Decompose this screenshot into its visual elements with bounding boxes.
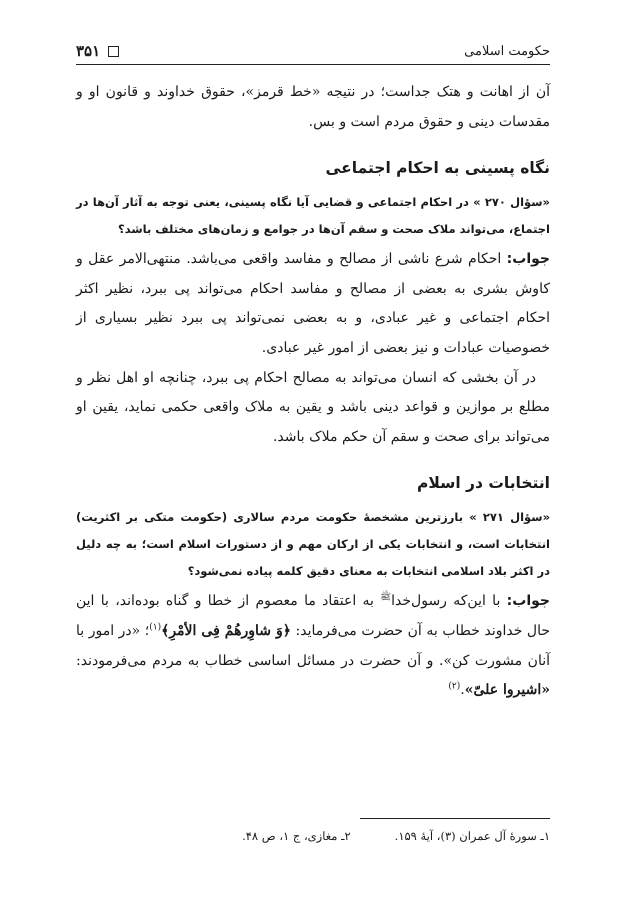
- page-number: ۳۵۱: [76, 42, 101, 60]
- page-body: [76, 78, 550, 706]
- answer-270-text: احکام شرع ناشی از مصالح و مفاسد واقعی می‌باشد. منتهی‌الامر عقل و کاوش بشری به بعضی از مصالح و مفاسد احکام می‌تواند پی ببرد، نظیر اکثر احکام اجتماعی و غیر عبادی، و به بعضی نمی‌تواند پی ببرد نظیر بسیاری از خصوصیات عبادات و نیز بعضی از امور غیر عبادی.: [76, 251, 550, 356]
- question-271: [76, 504, 550, 585]
- answer-270-paragraph-2: در آن بخشی که انسان می‌تواند به مصالح احکام پی ببرد، چنانچه او اهل نظر و مطلع بر موازین و قواعد دینی باشد و یقین به ملاک واقعی حکمی نماید، یقین او می‌تواند برای صحت و سقم آن حکم ملاک باشد.: [76, 369, 550, 445]
- quran-verse-2: «اشیروا علیّ»: [464, 682, 550, 699]
- answer-271-part-1: با این‌که رسول‌خدا: [391, 593, 507, 610]
- answer-271: [76, 587, 550, 705]
- footnote-ref-2[interactable]: (۲): [448, 681, 461, 692]
- answer-270-label: جواب:: [506, 251, 550, 268]
- page-number-group: [76, 42, 119, 60]
- question-271-label: «سؤال ۲۷۱ »: [469, 510, 551, 525]
- question-270: [76, 189, 550, 243]
- running-title: حکومت اسلامی: [464, 43, 550, 59]
- question-270-text: در احکام اجتماعی و قضایی آیا نگاه پسینی، یعنی توجه به آثار آن‌ها در اجتماع، می‌تواند ملاک صحت و سقم آن‌ها در جوامع و زمان‌های مختلف باشد؟: [76, 195, 550, 237]
- square-ornament-icon: [108, 46, 119, 57]
- page-header: [76, 38, 550, 65]
- footnote-divider: [360, 818, 550, 819]
- footnote-2: ۲ـ مغازی، ج ۱، ص ۴۸.: [242, 829, 351, 843]
- section-heading-elections: انتخابات در اسلام: [416, 474, 550, 493]
- footnote-1: ۱ـ سورهٔ آل عمران (۳)، آیهٔ ۱۵۹.: [394, 829, 550, 843]
- footnote-row: [76, 829, 550, 843]
- footnote-ref-1[interactable]: (۱): [149, 622, 162, 633]
- answer-271-label: جواب:: [506, 593, 550, 610]
- question-271-text: بارزترین مشخصهٔ حکومت مردم سالاری (حکومت متکی بر اکثریت) انتخابات است، و انتخابات یکی از ارکان مهم و از دستورات اسلام است؛ به چه دلیل در اکثر بلاد اسلامی انتخابات به معنای دقیق کلمه پیاده نمی‌شود؟: [76, 510, 550, 579]
- salawat-glyph: ﷺ: [380, 592, 392, 603]
- answer-271-end: .: [460, 682, 465, 699]
- answer-271-part-2: به اعتقاد ما معصوم از خطا و گناه بوده‌اند، با این حال خداوند خطاب به آن حضرت می‌فرماید:: [76, 593, 551, 639]
- answer-271-part-3: ؛ «در امور با آنان مشورت کن». و آن حضرت در مسائل اساسی خطاب به مردم می‌فرمودند:: [76, 622, 550, 669]
- answer-270: [76, 245, 550, 363]
- footnotes: [76, 818, 550, 843]
- question-270-label: «سؤال ۲۷۰ »: [473, 195, 550, 210]
- quran-verse-1: ﴿وَ شاوِرهُمْ فِی الأمْرِ﴾: [161, 622, 291, 639]
- section-heading-social-rulings: نگاه پسینی به احکام اجتماعی: [325, 159, 550, 178]
- intro-paragraph: آن از اهانت و هتک جداست؛ در نتیجه «خط قرمز»، حقوق خداوند و قانون او و مقدسات دینی و حقوق مردم است و بس.: [76, 84, 550, 130]
